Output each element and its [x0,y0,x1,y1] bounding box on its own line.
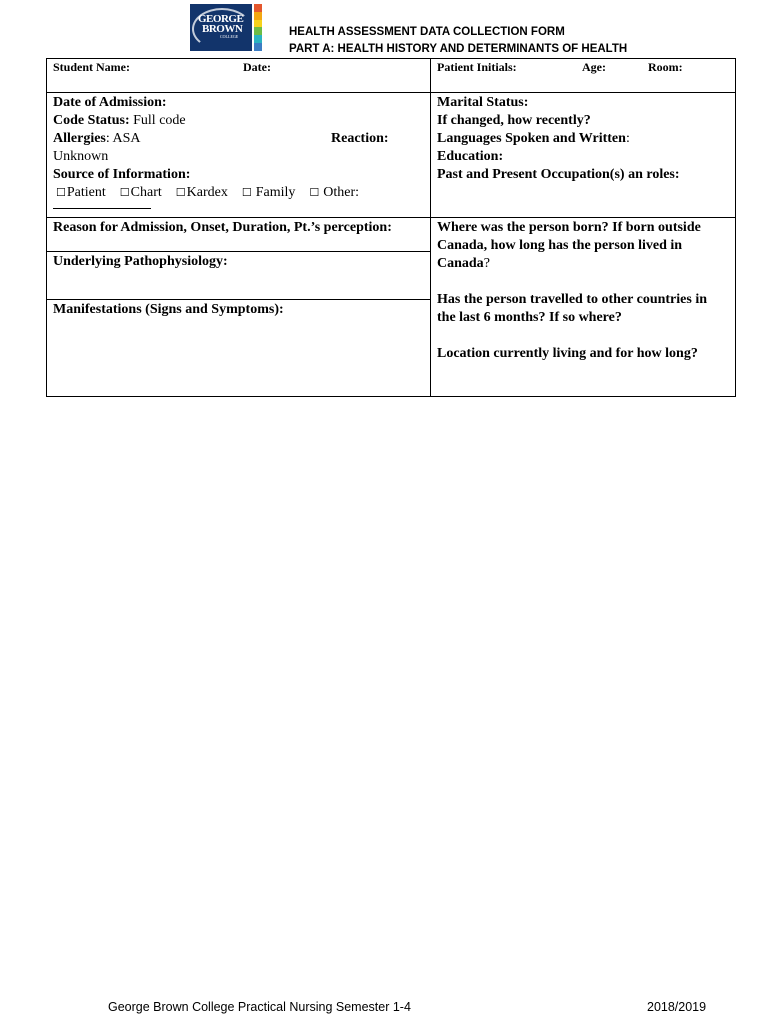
code-status-value[interactable]: Full code [129,113,186,128]
logo-text-line2: BROWN [202,23,243,35]
changed-recently-label[interactable]: If changed, how recently? [437,113,591,128]
reason-for-admission-label[interactable]: Reason for Admission, Onset, Duration, Pt.’s perception: [53,220,392,235]
assessment-form-table [46,58,736,397]
checkbox-icon[interactable]: ☐ [241,186,252,199]
stripe [254,35,262,43]
checkbox-icon[interactable]: ☐ [309,186,320,199]
age-field[interactable]: Age: [582,60,606,74]
stripe [254,20,262,28]
source-option-label: Family [255,185,296,200]
marital-status-label[interactable]: Marital Status: [437,95,529,110]
form-title: HEALTH ASSESSMENT DATA COLLECTION FORM [289,26,565,38]
education-label[interactable]: Education: [437,149,504,164]
travel-question[interactable] [437,291,735,327]
code-status-label: Code Status: [53,113,130,128]
row-divider [47,92,735,93]
room-field[interactable]: Room: [648,60,683,74]
stripe [254,12,262,20]
allergies-line [53,130,425,148]
logo-color-stripes [254,4,262,51]
source-option-label: Other: [323,185,360,200]
source-option-kardex[interactable] [176,184,228,202]
reaction-value[interactable]: Unknown [53,149,109,164]
travel-line2: the last 6 months? If so where? [437,310,622,325]
student-name-field[interactable]: Student Name: [53,60,130,74]
birthplace-line2: Canada, how long has the person lived in [437,238,683,253]
admission-date-label[interactable]: Date of Admission: [53,95,167,110]
travel-line1: Has the person travelled to other countries in [437,292,707,307]
birthplace-question[interactable] [437,219,735,273]
birthplace-line3 [437,255,735,273]
source-option-other[interactable] [309,184,359,202]
form-subtitle: PART A: HEALTH HISTORY AND DETERMINANTS OF HEALTH [289,43,628,55]
row-divider [47,299,430,300]
birthplace-line3-text: Canada [437,256,484,271]
languages-line[interactable] [437,130,732,148]
admission-info-cell [53,94,425,209]
date-field[interactable]: Date: [243,60,271,74]
source-option-label: Kardex [186,185,228,200]
manifestations-label[interactable]: Manifestations (Signs and Symptoms): [53,302,284,317]
languages-label: Languages Spoken and Written [437,131,626,146]
checkbox-icon[interactable]: ☐ [56,186,66,199]
source-option-chart[interactable] [120,184,162,202]
birthplace-question-mark: ? [483,256,490,271]
stripe [254,27,262,35]
stripe [254,43,262,51]
spacer [437,327,735,345]
code-status-line [53,112,425,130]
occupation-label[interactable]: Past and Present Occupation(s) an roles: [437,167,680,182]
checkbox-icon[interactable]: ☐ [119,186,130,199]
allergies-value[interactable]: : ASA [105,131,141,146]
form-header [289,24,627,58]
source-option-label: Chart [130,185,162,200]
other-underline[interactable] [53,202,151,209]
allergies-label: Allergies [53,131,106,146]
checkbox-icon[interactable]: ☐ [175,186,186,199]
stripe [254,4,262,12]
source-of-info-label: Source of Information: [53,167,191,182]
personal-info-cell [437,94,732,184]
source-options [56,184,425,202]
reaction-label: Reaction: [331,131,389,146]
languages-colon: : [625,131,630,146]
source-option-patient[interactable] [56,184,106,202]
logo-text-line1: GEORGE [198,13,244,25]
college-logo [190,4,252,51]
patient-initials-field[interactable]: Patient Initials: [437,60,517,74]
birthplace-line1: Where was the person born? If born outside [437,220,701,235]
source-option-label: Patient [66,185,106,200]
row-divider [47,251,430,252]
column-divider [430,59,431,396]
footer-college-text: George Brown College Practical Nursing Semester 1-4 [108,1000,411,1014]
spacer [437,273,735,291]
logo-text-line3: COLLEGE [220,34,239,39]
footer-year: 2018/2019 [647,1000,707,1014]
background-questions-cell [437,219,735,363]
pathophysiology-label[interactable]: Underlying Pathophysiology: [53,254,228,269]
row-divider [47,217,735,218]
source-option-family[interactable] [242,184,296,202]
living-location-question[interactable]: Location currently living and for how long? [437,346,698,361]
